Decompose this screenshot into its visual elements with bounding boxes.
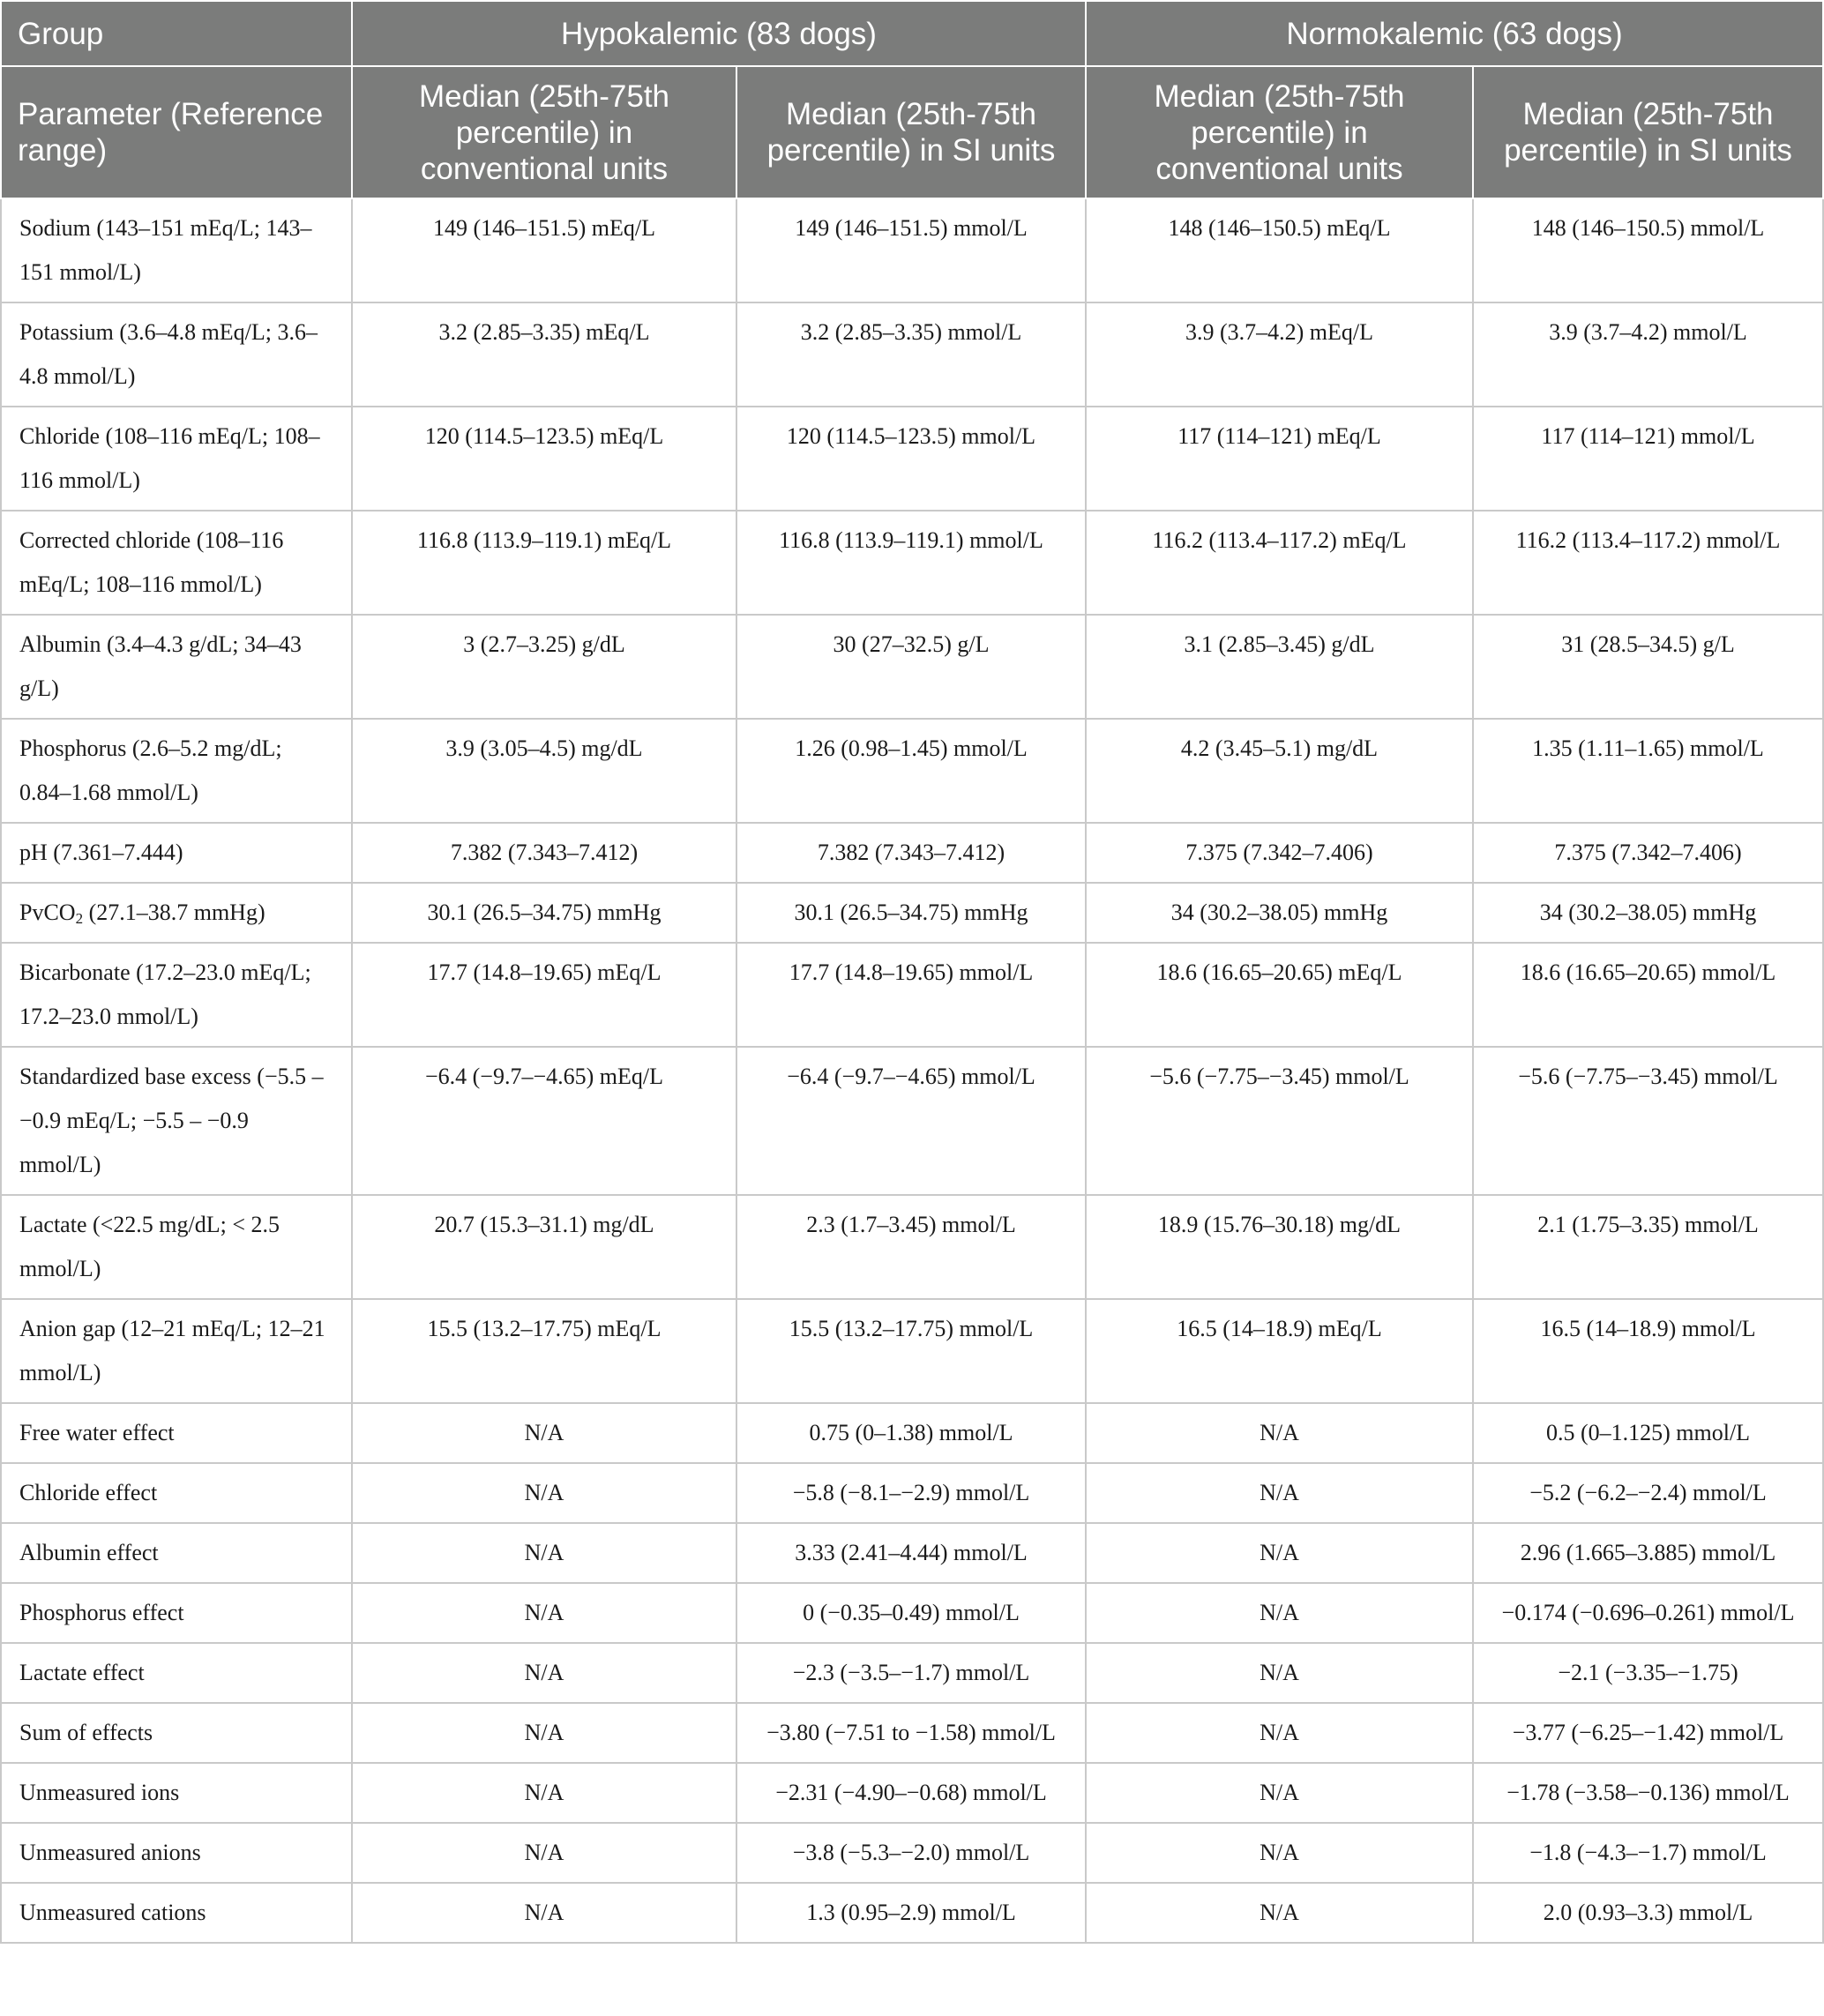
normokalemic-si-cell: −5.2 (−6.2–−2.4) mmol/L — [1473, 1463, 1823, 1523]
normokalemic-conventional-cell: N/A — [1086, 1643, 1473, 1703]
hypokalemic-conventional-cell: 7.382 (7.343–7.412) — [352, 823, 736, 883]
hypokalemic-conventional-cell: 116.8 (113.9–119.1) mEq/L — [352, 511, 736, 615]
normokalemic-conventional-cell: N/A — [1086, 1763, 1473, 1823]
normokalemic-conventional-header: Median (25th-75th percentile) in conventional units — [1086, 66, 1473, 198]
normokalemic-conventional-cell: N/A — [1086, 1883, 1473, 1943]
normokalemic-si-cell: 3.9 (3.7–4.2) mmol/L — [1473, 302, 1823, 407]
table-header — [1, 1, 1823, 198]
normokalemic-conventional-cell: 148 (146–150.5) mEq/L — [1086, 198, 1473, 302]
parameter-cell — [1, 883, 352, 943]
group-header-row — [1, 1, 1823, 66]
normokalemic-conventional-cell: 117 (114–121) mEq/L — [1086, 407, 1473, 511]
table-row — [1, 1523, 1823, 1583]
table-row — [1, 1583, 1823, 1643]
parameter-cell: Sum of effects — [1, 1703, 352, 1763]
hypokalemic-si-cell: −2.31 (−4.90–−0.68) mmol/L — [736, 1763, 1086, 1823]
hypokalemic-conventional-cell: 3.9 (3.05–4.5) mg/dL — [352, 719, 736, 823]
hypokalemic-conventional-cell: 149 (146–151.5) mEq/L — [352, 198, 736, 302]
normokalemic-si-cell: 148 (146–150.5) mmol/L — [1473, 198, 1823, 302]
table-row — [1, 719, 1823, 823]
table-row — [1, 1463, 1823, 1523]
table-row — [1, 883, 1823, 943]
normokalemic-si-cell: 2.1 (1.75–3.35) mmol/L — [1473, 1195, 1823, 1299]
hypokalemic-si-cell: 116.8 (113.9–119.1) mmol/L — [736, 511, 1086, 615]
table-row — [1, 1883, 1823, 1943]
table-row — [1, 198, 1823, 302]
normokalemic-si-header: Median (25th-75th percentile) in SI units — [1473, 66, 1823, 198]
hypokalemic-conventional-cell: 120 (114.5–123.5) mEq/L — [352, 407, 736, 511]
normokalemic-header-cell: Normokalemic (63 dogs) — [1086, 1, 1823, 66]
table-row — [1, 615, 1823, 719]
parameter-cell: Lactate effect — [1, 1643, 352, 1703]
normokalemic-conventional-cell: −5.6 (−7.75–−3.45) mmol/L — [1086, 1047, 1473, 1195]
normokalemic-conventional-cell: 3.1 (2.85–3.45) g/dL — [1086, 615, 1473, 719]
hypokalemic-si-cell: 3.33 (2.41–4.44) mmol/L — [736, 1523, 1086, 1583]
table-body — [1, 198, 1823, 1943]
table-row — [1, 1823, 1823, 1883]
normokalemic-si-cell: 0.5 (0–1.125) mmol/L — [1473, 1403, 1823, 1463]
normokalemic-si-cell: 18.6 (16.65–20.65) mmol/L — [1473, 943, 1823, 1047]
hypokalemic-si-cell: −2.3 (−3.5–−1.7) mmol/L — [736, 1643, 1086, 1703]
normokalemic-si-cell: −5.6 (−7.75–−3.45) mmol/L — [1473, 1047, 1823, 1195]
hypokalemic-si-cell: 149 (146–151.5) mmol/L — [736, 198, 1086, 302]
parameter-cell: Standardized base excess (−5.5 – −0.9 mEq/L; −5.5 – −0.9 mmol/L) — [1, 1047, 352, 1195]
parameter-cell: Chloride effect — [1, 1463, 352, 1523]
hypokalemic-si-cell: 3.2 (2.85–3.35) mmol/L — [736, 302, 1086, 407]
parameter-cell: Bicarbonate (17.2–23.0 mEq/L; 17.2–23.0 mmol/L) — [1, 943, 352, 1047]
hypokalemic-si-cell: −5.8 (−8.1–−2.9) mmol/L — [736, 1463, 1086, 1523]
table-row — [1, 1703, 1823, 1763]
hypokalemic-si-cell: 17.7 (14.8–19.65) mmol/L — [736, 943, 1086, 1047]
parameter-cell: Free water effect — [1, 1403, 352, 1463]
normokalemic-conventional-cell: N/A — [1086, 1403, 1473, 1463]
table-row — [1, 1403, 1823, 1463]
parameter-cell: Sodium (143–151 mEq/L; 143–151 mmol/L) — [1, 198, 352, 302]
normokalemic-si-cell: 31 (28.5–34.5) g/L — [1473, 615, 1823, 719]
hypokalemic-conventional-cell: 3.2 (2.85–3.35) mEq/L — [352, 302, 736, 407]
hypokalemic-conventional-header: Median (25th-75th percentile) in conventional units — [352, 66, 736, 198]
normokalemic-si-cell: 2.96 (1.665–3.885) mmol/L — [1473, 1523, 1823, 1583]
normokalemic-conventional-cell: 4.2 (3.45–5.1) mg/dL — [1086, 719, 1473, 823]
normokalemic-conventional-cell: N/A — [1086, 1523, 1473, 1583]
hypokalemic-conventional-cell: N/A — [352, 1523, 736, 1583]
normokalemic-si-cell: 16.5 (14–18.9) mmol/L — [1473, 1299, 1823, 1403]
normokalemic-si-cell: −1.8 (−4.3–−1.7) mmol/L — [1473, 1823, 1823, 1883]
hypokalemic-conventional-cell: N/A — [352, 1583, 736, 1643]
hypokalemic-conventional-cell: −6.4 (−9.7–−4.65) mEq/L — [352, 1047, 736, 1195]
hypokalemic-si-cell: −3.8 (−5.3–−2.0) mmol/L — [736, 1823, 1086, 1883]
normokalemic-conventional-cell: N/A — [1086, 1823, 1473, 1883]
parameter-cell: Albumin effect — [1, 1523, 352, 1583]
parameter-cell: Potassium (3.6–4.8 mEq/L; 3.6–4.8 mmol/L) — [1, 302, 352, 407]
normokalemic-conventional-cell: 116.2 (113.4–117.2) mEq/L — [1086, 511, 1473, 615]
hypokalemic-conventional-cell: 17.7 (14.8–19.65) mEq/L — [352, 943, 736, 1047]
hypokalemic-conventional-cell: 20.7 (15.3–31.1) mg/dL — [352, 1195, 736, 1299]
normokalemic-si-cell: 2.0 (0.93–3.3) mmol/L — [1473, 1883, 1823, 1943]
hypokalemic-si-cell: 120 (114.5–123.5) mmol/L — [736, 407, 1086, 511]
parameter-name: PvCO — [19, 900, 76, 925]
group-header-cell: Group — [1, 1, 352, 66]
normokalemic-conventional-cell: 7.375 (7.342–7.406) — [1086, 823, 1473, 883]
hypokalemic-si-cell: 1.26 (0.98–1.45) mmol/L — [736, 719, 1086, 823]
parameter-cell: Unmeasured anions — [1, 1823, 352, 1883]
hypokalemic-si-cell: −6.4 (−9.7–−4.65) mmol/L — [736, 1047, 1086, 1195]
parameter-subscript: 2 — [75, 910, 84, 927]
hypokalemic-si-cell: 7.382 (7.343–7.412) — [736, 823, 1086, 883]
hypokalemic-si-header: Median (25th-75th percentile) in SI units — [736, 66, 1086, 198]
hypokalemic-si-cell: 30.1 (26.5–34.75) mmHg — [736, 883, 1086, 943]
hypokalemic-conventional-cell: 15.5 (13.2–17.75) mEq/L — [352, 1299, 736, 1403]
table-row — [1, 1195, 1823, 1299]
normokalemic-si-cell: 117 (114–121) mmol/L — [1473, 407, 1823, 511]
parameter-cell: Unmeasured cations — [1, 1883, 352, 1943]
normokalemic-conventional-cell: 34 (30.2–38.05) mmHg — [1086, 883, 1473, 943]
hypokalemic-conventional-cell: N/A — [352, 1403, 736, 1463]
normokalemic-conventional-cell: 18.6 (16.65–20.65) mEq/L — [1086, 943, 1473, 1047]
hypokalemic-si-cell: 1.3 (0.95–2.9) mmol/L — [736, 1883, 1086, 1943]
hypokalemic-conventional-cell: N/A — [352, 1703, 736, 1763]
parameter-cell: Phosphorus effect — [1, 1583, 352, 1643]
hypokalemic-conventional-cell: N/A — [352, 1463, 736, 1523]
normokalemic-conventional-cell: 16.5 (14–18.9) mEq/L — [1086, 1299, 1473, 1403]
parameter-cell: Albumin (3.4–4.3 g/dL; 34–43 g/L) — [1, 615, 352, 719]
hypokalemic-si-cell: 15.5 (13.2–17.75) mmol/L — [736, 1299, 1086, 1403]
normokalemic-conventional-cell: N/A — [1086, 1463, 1473, 1523]
normokalemic-si-cell: 34 (30.2–38.05) mmHg — [1473, 883, 1823, 943]
normokalemic-si-cell: 116.2 (113.4–117.2) mmol/L — [1473, 511, 1823, 615]
table-row — [1, 511, 1823, 615]
parameter-cell: Lactate (<22.5 mg/dL; < 2.5 mmol/L) — [1, 1195, 352, 1299]
table-row — [1, 302, 1823, 407]
table-row — [1, 823, 1823, 883]
normokalemic-si-cell: 7.375 (7.342–7.406) — [1473, 823, 1823, 883]
normokalemic-si-cell: −0.174 (−0.696–0.261) mmol/L — [1473, 1583, 1823, 1643]
hypokalemic-header-cell: Hypokalemic (83 dogs) — [352, 1, 1086, 66]
table-row — [1, 1763, 1823, 1823]
hypokalemic-si-cell: 30 (27–32.5) g/L — [736, 615, 1086, 719]
table-row — [1, 943, 1823, 1047]
hypokalemic-conventional-cell: N/A — [352, 1643, 736, 1703]
normokalemic-conventional-cell: 3.9 (3.7–4.2) mEq/L — [1086, 302, 1473, 407]
parameter-header-row — [1, 66, 1823, 198]
hypokalemic-conventional-cell: 30.1 (26.5–34.75) mmHg — [352, 883, 736, 943]
normokalemic-conventional-cell: N/A — [1086, 1583, 1473, 1643]
parameter-range: (27.1–38.7 mmHg) — [83, 900, 265, 925]
hypokalemic-conventional-cell: N/A — [352, 1883, 736, 1943]
table-row — [1, 1299, 1823, 1403]
parameter-cell: Unmeasured ions — [1, 1763, 352, 1823]
hypokalemic-conventional-cell: N/A — [352, 1823, 736, 1883]
normokalemic-si-cell: −2.1 (−3.35–−1.75) — [1473, 1643, 1823, 1703]
parameter-header-cell: Parameter (Reference range) — [1, 66, 352, 198]
normokalemic-si-cell: −1.78 (−3.58–−0.136) mmol/L — [1473, 1763, 1823, 1823]
hypokalemic-conventional-cell: 3 (2.7–3.25) g/dL — [352, 615, 736, 719]
normokalemic-conventional-cell: N/A — [1086, 1703, 1473, 1763]
parameter-cell: Corrected chloride (108–116 mEq/L; 108–116 mmol/L) — [1, 511, 352, 615]
hypokalemic-conventional-cell: N/A — [352, 1763, 736, 1823]
hypokalemic-si-cell: 2.3 (1.7–3.45) mmol/L — [736, 1195, 1086, 1299]
parameter-cell: Phosphorus (2.6–5.2 mg/dL; 0.84–1.68 mmol/L) — [1, 719, 352, 823]
parameter-cell: Chloride (108–116 mEq/L; 108–116 mmol/L) — [1, 407, 352, 511]
table-row — [1, 1643, 1823, 1703]
normokalemic-si-cell: 1.35 (1.11–1.65) mmol/L — [1473, 719, 1823, 823]
normokalemic-conventional-cell: 18.9 (15.76–30.18) mg/dL — [1086, 1195, 1473, 1299]
parameter-cell: pH (7.361–7.444) — [1, 823, 352, 883]
hypokalemic-si-cell: 0 (−0.35–0.49) mmol/L — [736, 1583, 1086, 1643]
parameter-cell: Anion gap (12–21 mEq/L; 12–21 mmol/L) — [1, 1299, 352, 1403]
table-row — [1, 407, 1823, 511]
table-row — [1, 1047, 1823, 1195]
normokalemic-si-cell: −3.77 (−6.25–−1.42) mmol/L — [1473, 1703, 1823, 1763]
hypokalemic-si-cell: 0.75 (0–1.38) mmol/L — [736, 1403, 1086, 1463]
hypokalemic-si-cell: −3.80 (−7.51 to −1.58) mmol/L — [736, 1703, 1086, 1763]
